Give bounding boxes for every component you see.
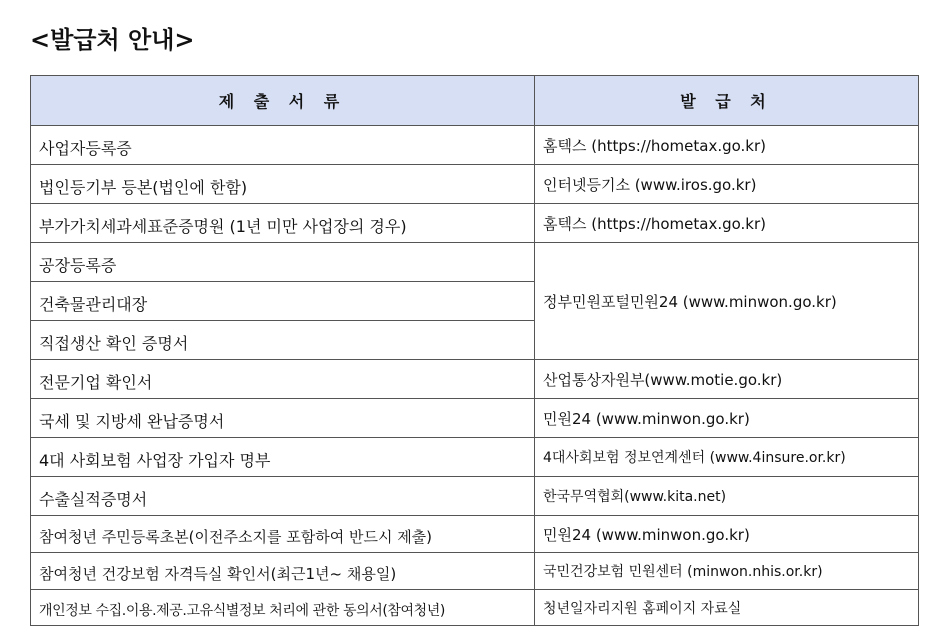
document-cell: 부가가치세과세표준증명원 (1년 미만 사업장의 경우) (31, 204, 535, 243)
issuer-cell: 인터넷등기소 (www.iros.go.kr) (535, 165, 919, 204)
document-cell: 4대 사회보험 사업장 가입자 명부 (31, 438, 535, 477)
issuer-cell: 4대사회보험 정보연계센터 (www.4insure.or.kr) (535, 438, 919, 477)
document-cell: 공장등록증 (31, 243, 535, 282)
issuer-cell: 산업통상자원부(www.motie.go.kr) (535, 360, 919, 399)
table-row (31, 243, 919, 282)
document-cell: 건축물관리대장 (31, 282, 535, 321)
issuer-cell: 민원24 (www.minwon.go.kr) (535, 516, 919, 553)
document-cell: 전문기업 확인서 (31, 360, 535, 399)
header-documents: 제 출 서 류 (31, 76, 535, 126)
header-issuer: 발 급 처 (535, 76, 919, 126)
document-cell: 참여청년 주민등록초본(이전주소지를 포함하여 반드시 제출) (31, 516, 535, 553)
issuer-cell: 청년일자리지원 홈페이지 자료실 (535, 590, 919, 626)
issuer-cell: 홈텍스 (https://hometax.go.kr) (535, 204, 919, 243)
table-row (31, 126, 919, 165)
document-cell: 법인등기부 등본(법인에 한함) (31, 165, 535, 204)
document-cell: 참여청년 건강보험 자격득실 확인서(최근1년~ 채용일) (31, 553, 535, 590)
issuer-cell: 홈텍스 (https://hometax.go.kr) (535, 126, 919, 165)
issuer-cell-merged: 정부민원포털민원24 (www.minwon.go.kr) (535, 243, 919, 360)
document-cell: 수출실적증명서 (31, 477, 535, 516)
issuer-cell: 한국무역협회(www.kita.net) (535, 477, 919, 516)
document-cell: 국세 및 지방세 완납증명서 (31, 399, 535, 438)
table-row (31, 438, 919, 477)
document-cell: 개인정보 수집.이용.제공.고유식별정보 처리에 관한 동의서(참여청년) (31, 590, 535, 626)
table-row (31, 204, 919, 243)
table-row (31, 590, 919, 626)
table-row (31, 399, 919, 438)
document-cell: 직접생산 확인 증명서 (31, 321, 535, 360)
issuer-cell: 민원24 (www.minwon.go.kr) (535, 399, 919, 438)
table-row (31, 360, 919, 399)
document-cell: 사업자등록증 (31, 126, 535, 165)
table-row (31, 553, 919, 590)
table-row (31, 165, 919, 204)
table-row (31, 477, 919, 516)
page-title: <발급처 안내> (30, 25, 195, 54)
issuer-cell: 국민건강보험 민원센터 (minwon.nhis.or.kr) (535, 553, 919, 590)
issuer-table (30, 75, 919, 626)
table-header-row (31, 76, 919, 126)
table-row (31, 516, 919, 553)
